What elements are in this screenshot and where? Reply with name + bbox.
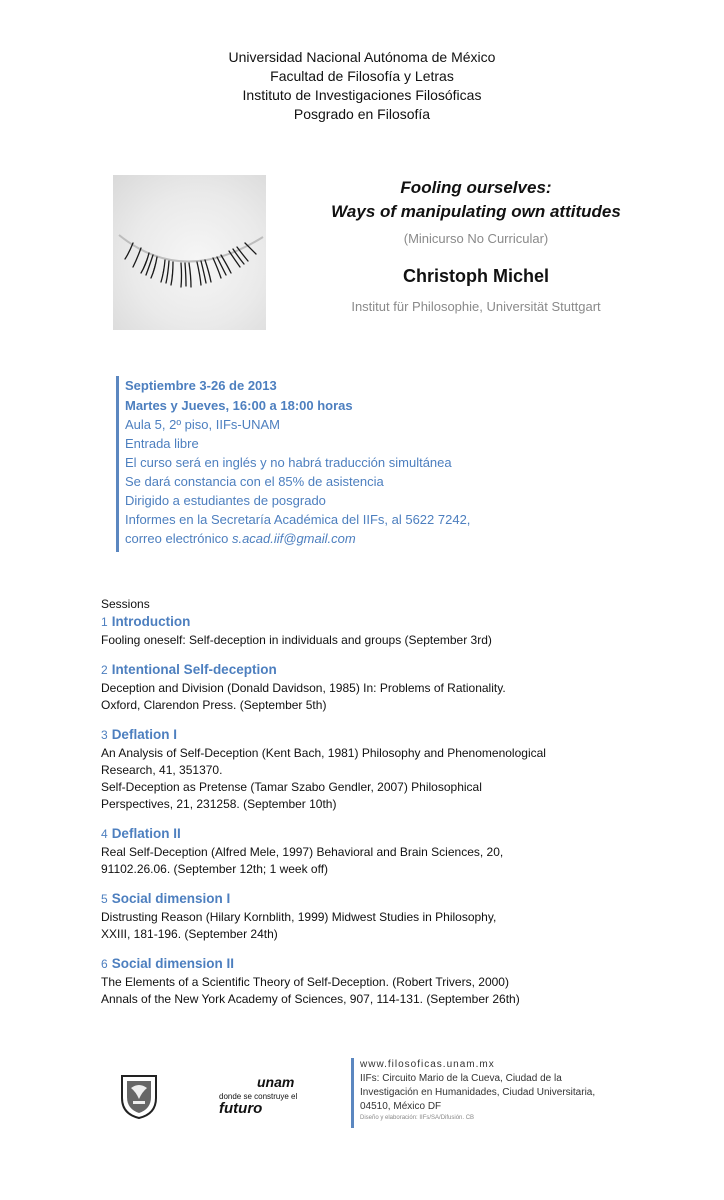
session-line: Perspectives, 21, 231258. (September 10th)	[101, 797, 337, 811]
session-title-text: Deflation I	[111, 727, 177, 742]
sessions-list	[101, 596, 621, 1019]
unam-seal-icon	[118, 1072, 160, 1120]
website-link[interactable]: www.filosoficas.unam.mx	[360, 1059, 495, 1070]
course-audience: Dirigido a estudiantes de posgrado	[125, 493, 326, 508]
address-line: IIFs: Circuito Mario de la Cueva, Ciudad de la	[360, 1073, 562, 1084]
session-item	[101, 612, 621, 649]
address-line: 04510, México DF	[360, 1101, 442, 1112]
session-item	[101, 954, 621, 1008]
contact-email[interactable]: s.acad.iif@gmail.com	[231, 531, 356, 546]
session-line: An Analysis of Self-Deception (Kent Bach, 1981) Philosophy and Phenomenological	[101, 746, 546, 760]
unam-futuro-logo	[217, 1075, 327, 1115]
footer-info	[351, 1058, 595, 1128]
course-dates: Septiembre 3-26 de 2013	[125, 378, 277, 393]
closed-eye-photo	[113, 175, 266, 330]
session-title	[101, 725, 621, 745]
session-number: 1	[101, 615, 108, 629]
session-number: 5	[101, 892, 108, 906]
course-info-box	[116, 376, 470, 552]
session-item	[101, 725, 621, 813]
session-line: 91102.26.06. (September 12th; 1 week off)	[101, 862, 329, 876]
institute-name: Instituto de Investigaciones Filosóficas	[242, 87, 482, 103]
program-name: Posgrado en Filosofía	[293, 106, 431, 122]
session-title	[101, 889, 621, 909]
speaker-affiliation: Institut für Philosophie, Universität Stuttgart	[351, 299, 601, 314]
session-item	[101, 824, 621, 878]
session-number: 2	[101, 663, 108, 677]
session-line: Research, 41, 351370.	[101, 763, 223, 777]
course-title-line2: Ways of manipulating own attitudes	[331, 202, 621, 221]
sessions-label: Sessions	[101, 597, 150, 611]
session-title-text: Intentional Self-deception	[111, 662, 277, 677]
session-line: Deception and Division (Donald Davidson, 1985) In: Problems of Rationality.	[101, 681, 506, 695]
session-item	[101, 660, 621, 714]
institution-header	[0, 48, 724, 124]
design-credit: Diseño y elaboración: IIFs/SA/Difusión. CB	[360, 1115, 475, 1121]
session-line: The Elements of a Scientific Theory of Self-Deception. (Robert Trivers, 2000)	[101, 975, 509, 989]
speaker-name: Christoph Michel	[402, 266, 549, 286]
course-entry: Entrada libre	[125, 436, 199, 451]
address-line: Investigación en Humanidades, Ciudad Universitaria,	[360, 1087, 596, 1098]
session-title	[101, 824, 621, 844]
course-certificate-note: Se dará constancia con el 85% de asistencia	[125, 474, 384, 489]
session-item	[101, 889, 621, 943]
session-line: Real Self-Deception (Alfred Mele, 1997) Behavioral and Brain Sciences, 20,	[101, 845, 504, 859]
session-number: 3	[101, 728, 108, 742]
course-schedule: Martes y Jueves, 16:00 a 18:00 horas	[125, 398, 353, 413]
session-line: Distrusting Reason (Hilary Kornblith, 1999) Midwest Studies in Philosophy,	[101, 910, 497, 924]
session-line: Oxford, Clarendon Press. (September 5th)	[101, 698, 327, 712]
session-title-text: Introduction	[111, 614, 191, 629]
session-line: Annals of the New York Academy of Sciences, 907, 114-131. (September 26th)	[101, 992, 520, 1006]
session-line: XXIII, 181-196. (September 24th)	[101, 927, 278, 941]
session-title	[101, 954, 621, 974]
session-number: 6	[101, 957, 108, 971]
eyelash-icon	[113, 175, 266, 330]
session-title	[101, 660, 621, 680]
university-name: Universidad Nacional Autónoma de México	[228, 49, 496, 65]
session-line: Self-Deception as Pretense (Tamar Szabo Gendler, 2007) Philosophical	[101, 780, 482, 794]
session-line: Fooling oneself: Self-deception in individuals and groups (September 3rd)	[101, 633, 492, 647]
email-prefix: correo electrónico	[125, 531, 232, 546]
session-number: 4	[101, 827, 108, 841]
session-title-text: Social dimension I	[111, 891, 231, 906]
course-subtitle: (Minicurso No Curricular)	[403, 231, 549, 246]
course-contact: Informes en la Secretaría Académica del IIFs, al 5622 7242,	[125, 512, 471, 527]
session-title-text: Deflation II	[111, 826, 181, 841]
course-location: Aula 5, 2º piso, IIFs-UNAM	[125, 417, 281, 432]
course-email-line	[125, 529, 470, 548]
logo-text-unam: unam	[257, 1075, 295, 1090]
session-title-text: Social dimension II	[111, 956, 234, 971]
logo-text-futuro: futuro	[219, 1100, 263, 1115]
logo-text-middle: donde se construye el	[219, 1092, 298, 1101]
session-title	[101, 612, 621, 632]
course-language-note: El curso será en inglés y no habrá traducción simultánea	[125, 455, 452, 470]
course-title-line1: Fooling ourselves:	[400, 178, 552, 197]
faculty-name: Facultad de Filosofía y Letras	[270, 68, 454, 84]
